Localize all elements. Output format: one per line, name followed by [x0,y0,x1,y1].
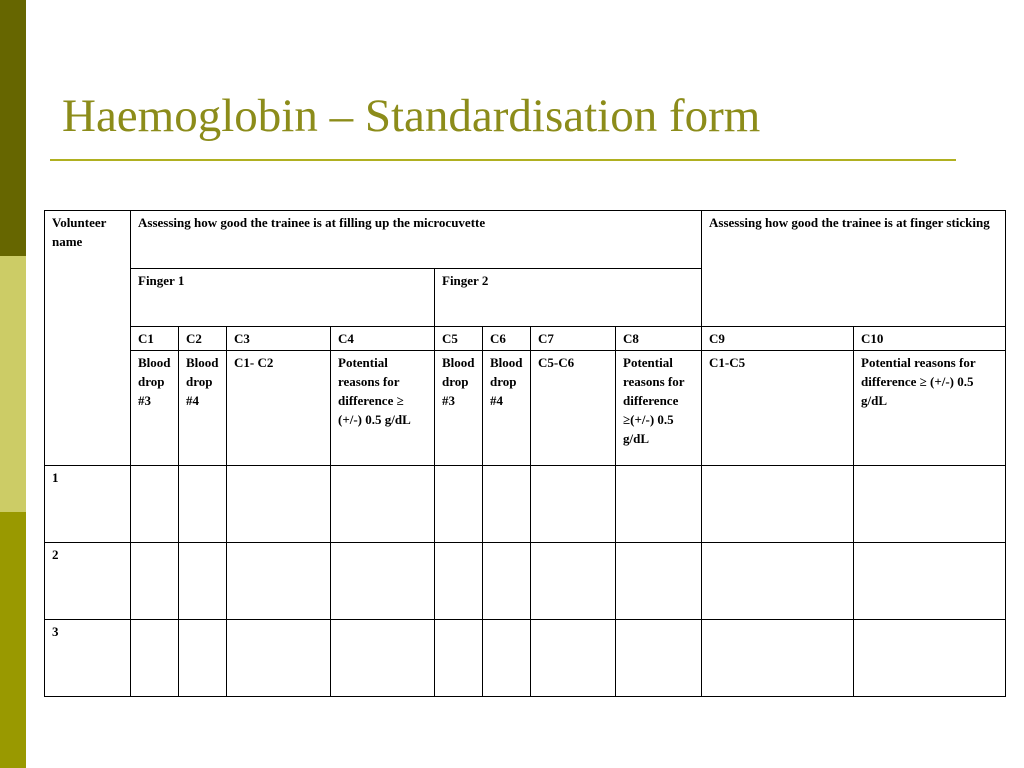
row-number: 2 [45,543,131,620]
table-cell[interactable] [531,466,616,543]
table-row [45,620,1006,697]
header-description: C1- C2 [227,351,331,466]
table-cell[interactable] [616,466,702,543]
table-cell[interactable] [702,466,854,543]
table-cell[interactable] [131,620,179,697]
header-microcuvette: Assessing how good the trainee is at filling up the microcuvette [131,211,702,269]
header-description: C1-C5 [702,351,854,466]
table-cell[interactable] [483,543,531,620]
table-cell[interactable] [616,543,702,620]
header-description: Potential reasons for difference ≥(+/-) 0.5 g/dL [616,351,702,466]
table-cell[interactable] [531,620,616,697]
header-code: C8 [616,327,702,351]
table-cell[interactable] [131,543,179,620]
table-cell[interactable] [331,620,435,697]
title-underline [50,159,956,161]
header-description: Blood drop #4 [179,351,227,466]
table-cell[interactable] [854,620,1006,697]
standardisation-table [44,210,1006,697]
header-code: C10 [854,327,1006,351]
header-code: C9 [702,327,854,351]
row-number: 1 [45,466,131,543]
header-finger-2: Finger 2 [435,269,702,327]
header-description: C5-C6 [531,351,616,466]
table-cell[interactable] [702,543,854,620]
header-code: C4 [331,327,435,351]
table-cell[interactable] [702,620,854,697]
header-code: C6 [483,327,531,351]
table-code-row [45,327,1006,351]
accent-bar-segment-mid [0,512,26,768]
table-cell[interactable] [179,543,227,620]
table-cell[interactable] [435,620,483,697]
header-finger-sticking: Assessing how good the trainee is at finger sticking [702,211,1006,327]
table-cell[interactable] [227,466,331,543]
header-code: C2 [179,327,227,351]
header-description: Potential reasons for difference ≥ (+/-) 0.5 g/dL [331,351,435,466]
header-code: C3 [227,327,331,351]
table-cell[interactable] [435,466,483,543]
header-description: Potential reasons for difference ≥ (+/-) 0.5 g/dL [854,351,1006,466]
table-row [45,543,1006,620]
table-cell[interactable] [435,543,483,620]
table-header-row [45,211,1006,269]
left-accent-bar [0,0,26,768]
table-cell[interactable] [483,620,531,697]
header-code: C5 [435,327,483,351]
header-finger-1: Finger 1 [131,269,435,327]
header-code: C7 [531,327,616,351]
row-number: 3 [45,620,131,697]
table-cell[interactable] [854,466,1006,543]
table-cell[interactable] [531,543,616,620]
header-volunteer-name: Volunteer name [45,211,131,466]
table-cell[interactable] [227,620,331,697]
slide-title: Haemoglobin – Standardisation form [62,90,761,142]
table-cell[interactable] [854,543,1006,620]
table-cell[interactable] [331,466,435,543]
table-cell[interactable] [483,466,531,543]
header-description: Blood drop #4 [483,351,531,466]
header-code: C1 [131,327,179,351]
table-description-row [45,351,1006,466]
table-cell[interactable] [179,466,227,543]
header-description: Blood drop #3 [435,351,483,466]
table-cell[interactable] [616,620,702,697]
table-cell[interactable] [331,543,435,620]
table-cell[interactable] [131,466,179,543]
table-cell[interactable] [179,620,227,697]
accent-bar-segment-dark [0,0,26,256]
table-cell[interactable] [227,543,331,620]
table-row [45,466,1006,543]
accent-bar-segment-light [0,256,26,512]
header-description: Blood drop #3 [131,351,179,466]
